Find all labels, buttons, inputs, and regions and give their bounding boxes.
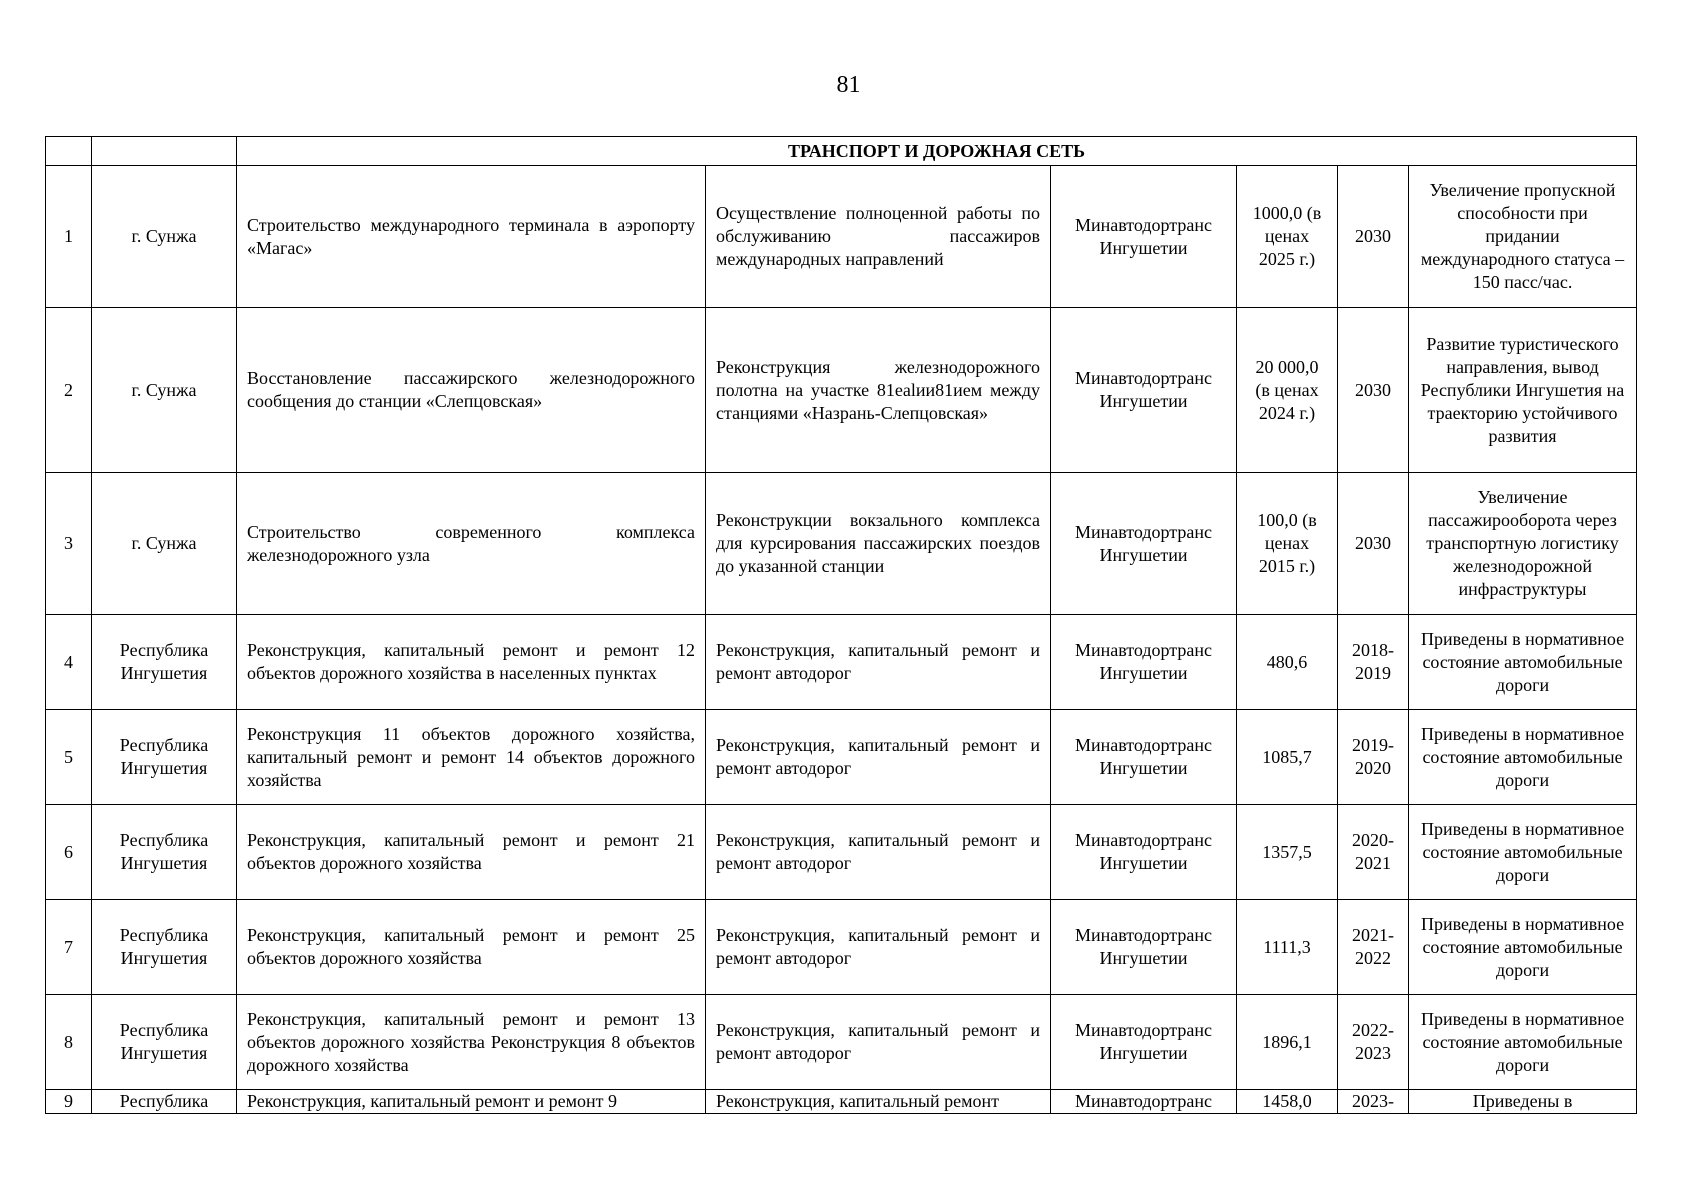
page-number: 81 bbox=[836, 72, 861, 98]
period-cell: 2018-2019 bbox=[1338, 615, 1409, 710]
table-row bbox=[46, 995, 1637, 1090]
description-cell: Реконструкция, капитальный ремонт и ремонт автодорог bbox=[706, 710, 1051, 805]
location-cell: г. Сунжа bbox=[92, 166, 237, 308]
result-cell: Приведены в нормативное состояние автомобильные дороги bbox=[1409, 710, 1637, 805]
period-cell: 2021-2022 bbox=[1338, 900, 1409, 995]
description-cell: Реконструкция, капитальный ремонт и ремонт автодорог bbox=[706, 900, 1051, 995]
section-header-row bbox=[46, 137, 1637, 166]
project-cell: Строительство международного терминала в аэропорту «Магас» bbox=[237, 166, 706, 308]
responsible-cell: Минавтодортранс Ингушетии bbox=[1051, 710, 1237, 805]
project-cell: Реконструкция, капитальный ремонт и ремонт 9 bbox=[237, 1090, 706, 1114]
row-number: 4 bbox=[46, 615, 92, 710]
row-number: 8 bbox=[46, 995, 92, 1090]
table-row bbox=[46, 710, 1637, 805]
responsible-cell: Минавтодортранс Ингушетии bbox=[1051, 900, 1237, 995]
result-cell: Приведены в нормативное состояние автомобильные дороги bbox=[1409, 615, 1637, 710]
period-cell: 2030 bbox=[1338, 308, 1409, 473]
row-number: 3 bbox=[46, 473, 92, 615]
result-cell: Приведены в bbox=[1409, 1090, 1637, 1114]
table-row bbox=[46, 1090, 1637, 1114]
row-number: 1 bbox=[46, 166, 92, 308]
description-cell: Реконструкция, капитальный ремонт и ремонт автодорог bbox=[706, 615, 1051, 710]
table-row bbox=[46, 308, 1637, 473]
responsible-cell: Минавтодортранс Ингушетии bbox=[1051, 308, 1237, 473]
responsible-cell: Минавтодортранс Ингушетии bbox=[1051, 805, 1237, 900]
project-cell: Реконструкция, капитальный ремонт и ремонт 12 объектов дорожного хозяйства в населенных пунктах bbox=[237, 615, 706, 710]
responsible-cell: Минавтодортранс bbox=[1051, 1090, 1237, 1114]
description-cell: Осуществление полноценной работы по обслуживанию пассажиров международных направлений bbox=[706, 166, 1051, 308]
cost-cell: 480,6 bbox=[1237, 615, 1338, 710]
result-cell: Развитие туристического направления, вывод Республики Ингушетия на траекторию устойчивого развития bbox=[1409, 308, 1637, 473]
location-cell: Республика Ингушетия bbox=[92, 995, 237, 1090]
cost-cell: 1458,0 bbox=[1237, 1090, 1338, 1114]
location-cell: Республика Ингушетия bbox=[92, 710, 237, 805]
description-cell: Реконструкция, капитальный ремонт и ремонт автодорог bbox=[706, 995, 1051, 1090]
description-cell: Реконструкция, капитальный ремонт и ремонт автодорог bbox=[706, 805, 1051, 900]
cost-cell: 1000,0 (в ценах 2025 г.) bbox=[1237, 166, 1338, 308]
period-cell: 2022-2023 bbox=[1338, 995, 1409, 1090]
project-cell: Реконструкция, капитальный ремонт и ремонт 25 объектов дорожного хозяйства bbox=[237, 900, 706, 995]
header-empty-cell bbox=[46, 137, 92, 166]
period-cell: 2023- bbox=[1338, 1090, 1409, 1114]
period-cell: 2020-2021 bbox=[1338, 805, 1409, 900]
period-cell: 2019-2020 bbox=[1338, 710, 1409, 805]
table-body bbox=[46, 137, 1637, 1114]
location-cell: Республика Ингушетия bbox=[92, 900, 237, 995]
cost-cell: 1896,1 bbox=[1237, 995, 1338, 1090]
location-cell: г. Сунжа bbox=[92, 473, 237, 615]
result-cell: Приведены в нормативное состояние автомобильные дороги bbox=[1409, 995, 1637, 1090]
responsible-cell: Минавтодортранс Ингушетии bbox=[1051, 995, 1237, 1090]
result-cell: Приведены в нормативное состояние автомобильные дороги bbox=[1409, 900, 1637, 995]
project-cell: Строительство современного комплекса железнодорожного узла bbox=[237, 473, 706, 615]
project-cell: Реконструкция 11 объектов дорожного хозяйства, капитальный ремонт и ремонт 14 объектов дорожного хозяйства bbox=[237, 710, 706, 805]
table-row bbox=[46, 900, 1637, 995]
cost-cell: 1085,7 bbox=[1237, 710, 1338, 805]
period-cell: 2030 bbox=[1338, 166, 1409, 308]
description-cell: Реконструкция железнодорожного полотна на участке 81ealии81ием между станциями «Назрань-Слепцовская» bbox=[706, 308, 1051, 473]
cost-cell: 20 000,0 (в ценах 2024 г.) bbox=[1237, 308, 1338, 473]
table-row bbox=[46, 615, 1637, 710]
project-cell: Реконструкция, капитальный ремонт и ремонт 21 объектов дорожного хозяйства bbox=[237, 805, 706, 900]
location-cell: Республика Ингушетия bbox=[92, 615, 237, 710]
project-cell: Восстановление пассажирского железнодорожного сообщения до станции «Слепцовская» bbox=[237, 308, 706, 473]
section-title: ТРАНСПОРТ И ДОРОЖНАЯ СЕТЬ bbox=[237, 137, 1637, 166]
row-number: 7 bbox=[46, 900, 92, 995]
result-cell: Увеличение пропускной способности при придании международного статуса – 150 пасс/час. bbox=[1409, 166, 1637, 308]
table-row bbox=[46, 473, 1637, 615]
period-cell: 2030 bbox=[1338, 473, 1409, 615]
header-empty-cell bbox=[92, 137, 237, 166]
location-cell: г. Сунжа bbox=[92, 308, 237, 473]
cost-cell: 1111,3 bbox=[1237, 900, 1338, 995]
result-cell: Приведены в нормативное состояние автомобильные дороги bbox=[1409, 805, 1637, 900]
responsible-cell: Минавтодортранс Ингушетии bbox=[1051, 166, 1237, 308]
row-number: 9 bbox=[46, 1090, 92, 1114]
result-cell: Увеличение пассажирооборота через транспортную логистику железнодорожной инфраструктуры bbox=[1409, 473, 1637, 615]
location-cell: Республика bbox=[92, 1090, 237, 1114]
responsible-cell: Минавтодортранс Ингушетии bbox=[1051, 473, 1237, 615]
cost-cell: 100,0 (в ценах 2015 г.) bbox=[1237, 473, 1338, 615]
location-cell: Республика Ингушетия bbox=[92, 805, 237, 900]
table-row bbox=[46, 166, 1637, 308]
project-cell: Реконструкция, капитальный ремонт и ремонт 13 объектов дорожного хозяйства Реконструкция 8 объектов дорожного хозяйства bbox=[237, 995, 706, 1090]
table-row bbox=[46, 805, 1637, 900]
responsible-cell: Минавтодортранс Ингушетии bbox=[1051, 615, 1237, 710]
row-number: 5 bbox=[46, 710, 92, 805]
cost-cell: 1357,5 bbox=[1237, 805, 1338, 900]
row-number: 6 bbox=[46, 805, 92, 900]
description-cell: Реконструкции вокзального комплекса для курсирования пассажирских поездов до указанной станции bbox=[706, 473, 1051, 615]
description-cell: Реконструкция, капитальный ремонт bbox=[706, 1090, 1051, 1114]
projects-table bbox=[45, 136, 1637, 1114]
row-number: 2 bbox=[46, 308, 92, 473]
